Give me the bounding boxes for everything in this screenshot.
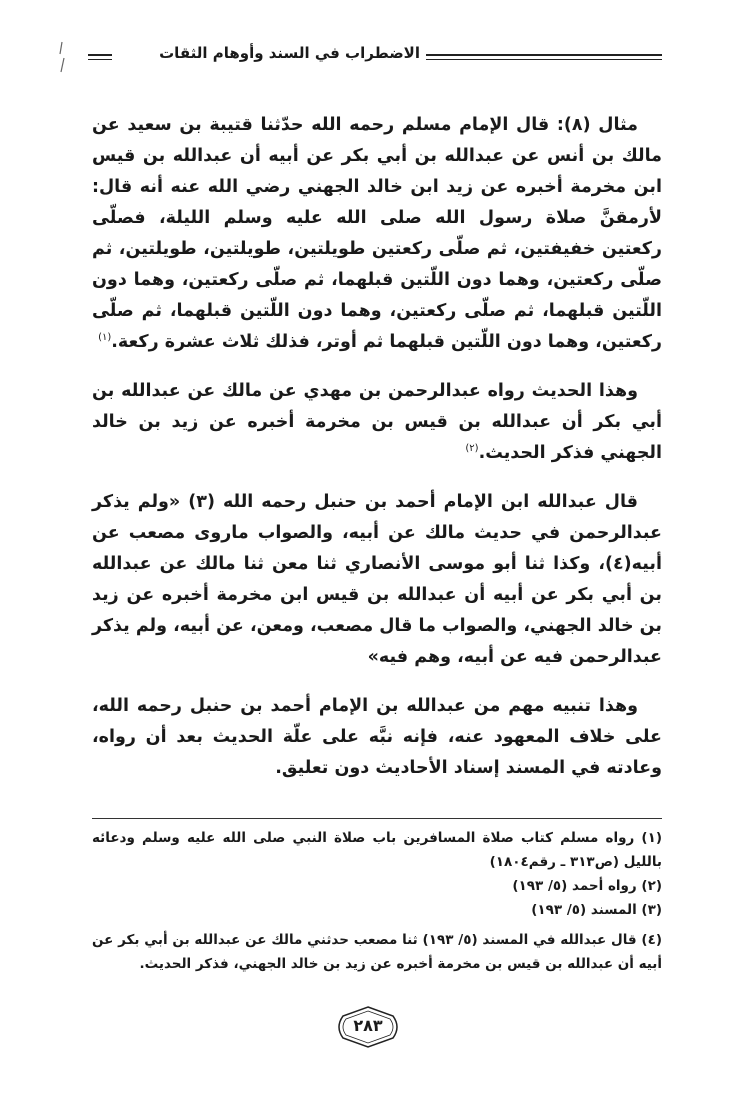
footnote-ref: (٢) bbox=[465, 443, 479, 455]
paragraph-text: قال عبدالله ابن الإمام أحمد بن حنبل رحمه الله (٣) «ولم يذكر عبدالرحمن في حديث مالك عن أبيه، والصواب ماروى مصعب عن أبيه(٤)، وكذا ثنا أبو موسى الأنصاري ثنا معن ثنا مالك عن عبدالله بن أبي بكر عن أبيه أن عبدالله بن قيس ابن مخرمة أخبره عن زيد بن خالد الجهني، والصواب ما قال مصعب، ومعن، عن أبيه، ولم يذكر عبدالرحمن فيه عن أبيه، وهم فيه» bbox=[91, 492, 662, 667]
page-number-ornament bbox=[333, 1004, 403, 1050]
footnote-4: (٤) قال عبدالله في المسند (٥/ ١٩٣) ثنا مصعب حدثني مالك عن عبدالله بن أبي بكر عن أبيه أن عبدالله بن قيس بن مخرمة أخبره عن زيد بن خالد الجهني، فذكر الحديث. bbox=[92, 932, 663, 972]
example-label: مثال (٨): bbox=[556, 115, 639, 135]
paragraph-text: وهذا الحديث رواه عبدالرحمن بن مهدي عن مالك عن عبدالله بن أبي بكر أن عبدالله بن قيس بن مخرمة أخبره عن زيد بن خالد الجهني فذكر الحديث. bbox=[92, 381, 662, 463]
header-title: الاضطراب في السند وأوهام الثقات bbox=[159, 44, 420, 62]
footnote-ref: (١) bbox=[98, 332, 112, 344]
paragraph-text: قال الإمام مسلم رحمه الله حدّثنا قتيبة بن سعيد عن مالك بن أنس عن عبدالله بن أبي بكر عن أبيه أن عبدالله بن قيس ابن مخرمة أخبره عن زيد ابن خالد الجهني رضي الله عنه أنه قال: لأرمقنَّ صلاة رسول الله صلى الله عليه وسلم الليلة، فصلّى ركعتين خفيفتين، ثم صلّى ركعتين طويلتين، طويلتين، طويلتين، ثم صلّى ركعتين، وهما دون اللّتين قبلهما، ثم صلّى ركعتين، وهما دون اللّتين قبلهما، ثم صلّى ركعتين، وهما دون اللّتين قبلهما، ثم صلّى ركعتين، وهما دون اللّتين قبلهما ثم أوتر، فذلك ثلاث عشرة ركعة. bbox=[92, 115, 662, 352]
paragraph-1 bbox=[92, 110, 662, 358]
paragraph-2 bbox=[92, 376, 662, 469]
paragraph-text: وهذا تنبيه مهم من عبدالله بن الإمام أحمد بن حنبل رحمه الله، على خلاف المعهود عنه، فإنه نبَّه على علّة الحديث بعد أن رواه، وعادته في المسند إسناد الأحاديث دون تعليق. bbox=[92, 696, 662, 778]
running-header bbox=[88, 38, 662, 78]
footnotes bbox=[92, 826, 662, 976]
header-rule bbox=[88, 54, 112, 60]
paragraph-3 bbox=[92, 487, 662, 673]
footnote-3: (٣) المسند (٥/ ١٩٣) bbox=[531, 902, 662, 918]
page-number: ٢٨٣ bbox=[353, 1016, 383, 1035]
paragraph-4 bbox=[92, 691, 662, 784]
footnote-1: (١) رواه مسلم كتاب صلاة المسافرين باب صلاة النبي صلى الله عليه وسلم ودعائه بالليل (ص٣١٣ ـ رقم١٨٠٤) bbox=[92, 830, 662, 870]
header-rule bbox=[426, 54, 662, 60]
footnote-divider bbox=[92, 818, 662, 819]
footnote-2: (٢) رواه أحمد (٥/ ١٩٣) bbox=[512, 878, 662, 894]
pencil-mark-icon bbox=[54, 40, 68, 74]
main-text bbox=[92, 110, 662, 802]
